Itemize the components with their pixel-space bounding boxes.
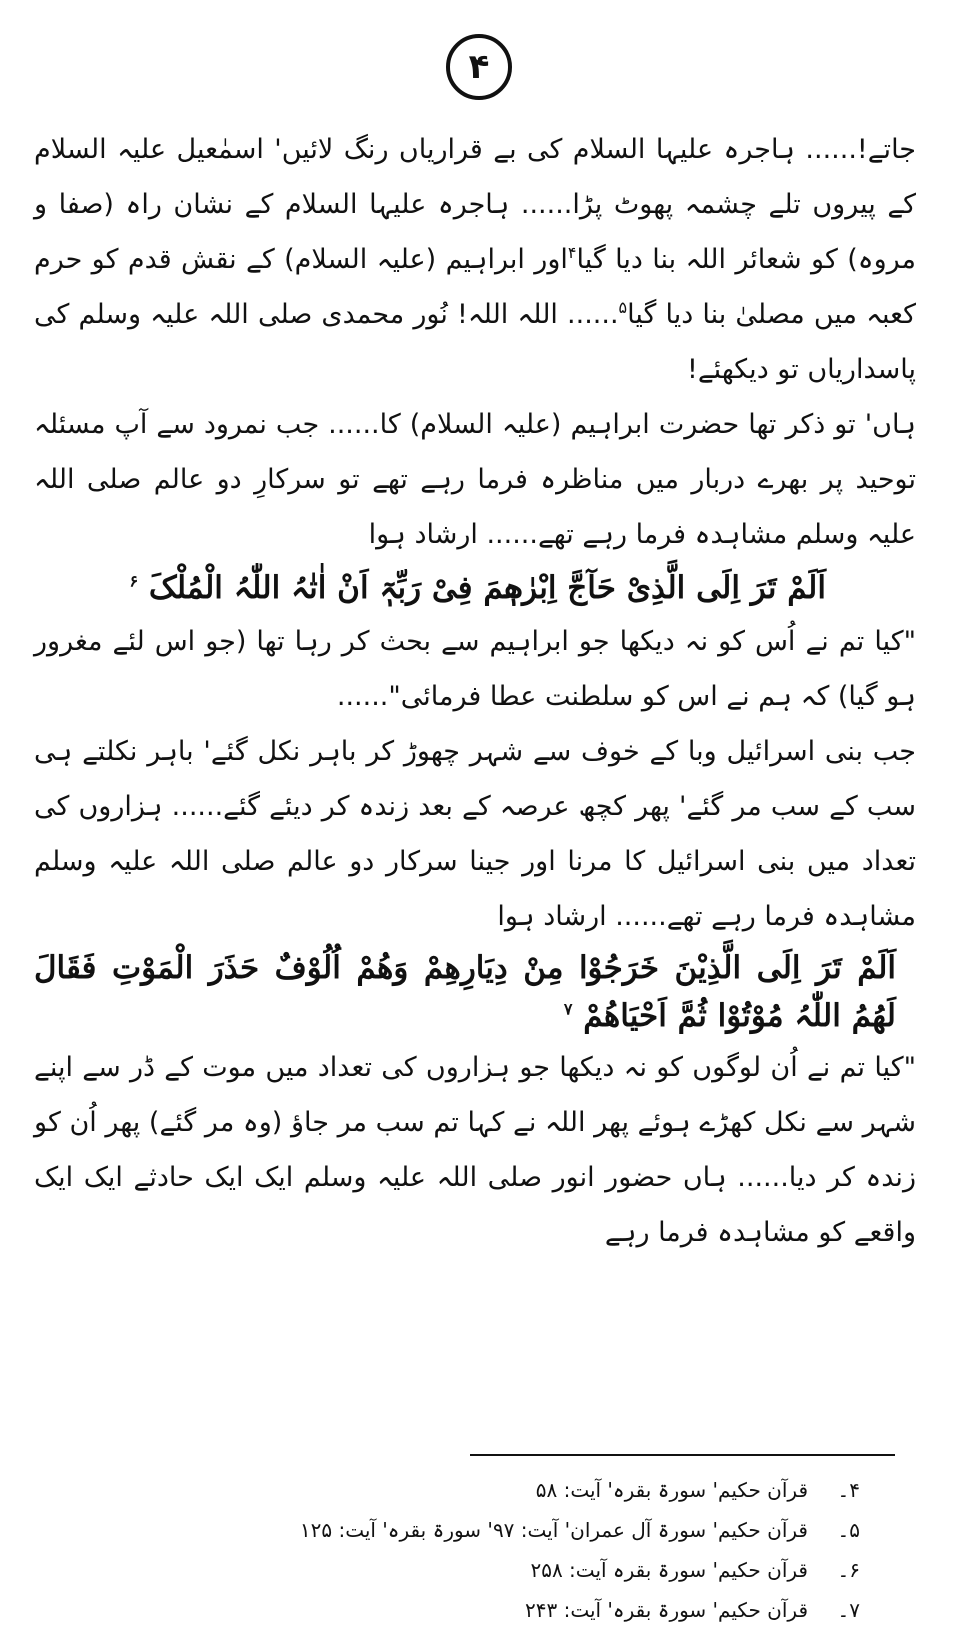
footnote-ref-5: ۵ (618, 298, 628, 317)
footnote-ref-6: ۶ (129, 571, 139, 591)
footnote-divider (470, 1454, 895, 1456)
footnote-text: قرآن حکیم' سورۃ آل عمران' آیت: ۹۷' سورۃ بقرہ' آیت: ۱۲۵ (299, 1518, 808, 1542)
paragraph-1-text-a: جاتے!...... ہاجرہ علیہا السلام کی بے قراریاں رنگ لائیں' اسمٰعیل علیہ السلام کے پیروں تلے چشمہ پھوٹ پڑا...... ہاجرہ علیہا السلام کے نشان راہ (صفا و مروہ) کو شعائر اللہ بنا دیا گیا (34, 134, 916, 275)
footnote-item (299, 1510, 860, 1550)
paragraph-5: "کیا تم نے اُن لوگوں کو نہ دیکھا جو ہزاروں کی تعداد میں موت کے ڈر سے اپنے شہر سے نکل کھڑے ہوئے پھر اللہ نے کہا تم سب مر جاؤ (وہ مر گئے) پھر اُن کو زندہ کر دیا...... ہاں حضور انور صلی اللہ علیہ وسلم ایک ایک حادثے ایک ایک واقعے کو مشاہدہ فرما رہے (34, 1052, 916, 1248)
footnote-item (360, 1590, 860, 1630)
paragraph-2: ہاں' تو ذکر تھا حضرت ابراہیم (علیہ السلام) کا...... جب نمرود سے آپ مسئلہ توحید پر بھرے دربار میں مناظرہ فرما رہے تھے تو سرکارِ دو عالم صلی اللہ علیہ وسلم مشاہدہ فرما رہے تھے...... ارشاد ہوا (34, 409, 916, 550)
footnote-item (360, 1550, 860, 1590)
paragraph-1 (34, 122, 916, 397)
footnote-item (360, 1470, 860, 1510)
body-text (34, 122, 916, 1260)
quran-verse-2-text: اَلَمْ تَرَ اِلَی الَّذِیْنَ خَرَجُوْا مِنْ دِیَارِھِمْ وَھُمْ اُلُوْفٌ حَذَرَ الْمَوْتِ فَقَالَ لَھُمُ اللّٰہُ مُوْتُوْا ثُمَّ اَحْیَاھُمْ (34, 950, 896, 1034)
footnote-number: ۶۔ (837, 1558, 860, 1582)
footnote-number: ۷۔ (837, 1598, 860, 1622)
paragraph-3: "کیا تم نے اُس کو نہ دیکھا جو ابراہیم سے بحث کر رہا تھا (جو اس لئے مغرور ہو گیا) کہ ہم نے اس کو سلطنت عطا فرمائی"...... (34, 626, 916, 712)
footnote-text: قرآن حکیم' سورۃ بقرہ آیت: ۲۵۸ (530, 1558, 808, 1582)
footnote-number: ۴۔ (837, 1478, 860, 1502)
footnote-ref-7: ۷ (563, 999, 573, 1019)
paragraph-1-text-b: اور ابراہیم (علیہ السلام) کے نقش قدم کو حرم کعبہ میں مصلیٰ بنا دیا گیا (34, 244, 916, 330)
quran-verse-2 (34, 944, 916, 1040)
paragraph-4: جب بنی اسرائیل وبا کے خوف سے شہر چھوڑ کر باہر نکل گئے' باہر نکلتے ہی سب کے سب مر گئے' پھر کچھ عرصہ کے بعد زندہ کر دیئے گئے...... ہزاروں کی تعداد میں بنی اسرائیل کا مرنا اور جینا سرکار دو عالم صلی اللہ علیہ وسلم مشاہدہ فرما رہے تھے...... ارشاد ہوا (34, 736, 916, 932)
footnote-text: قرآن حکیم' سورۃ بقرہ' آیت: ۲۴۳ (524, 1598, 808, 1622)
footnote-text: قرآن حکیم' سورۃ بقرہ' آیت: ۵۸ (535, 1478, 808, 1502)
paragraph-1-text-c: ...... اللہ اللہ! نُور محمدی صلی اللہ علیہ وسلم کی پاسداریاں تو دیکھئے! (34, 299, 916, 385)
quran-verse-1 (34, 562, 916, 614)
footnote-number: ۵۔ (837, 1518, 860, 1542)
page-number: ۴ (446, 34, 512, 100)
footnotes (299, 1470, 860, 1630)
quran-verse-1-text: اَلَمْ تَرَ اِلَی الَّذِیْ حَآجَّ اِبْرٰھٖمَ فِیْ رَبِّہٖٓ اَنْ اٰتٰہُ اللّٰہُ الْمُلْکَ (148, 570, 826, 606)
footnote-ref-4: ۴ (567, 243, 577, 262)
